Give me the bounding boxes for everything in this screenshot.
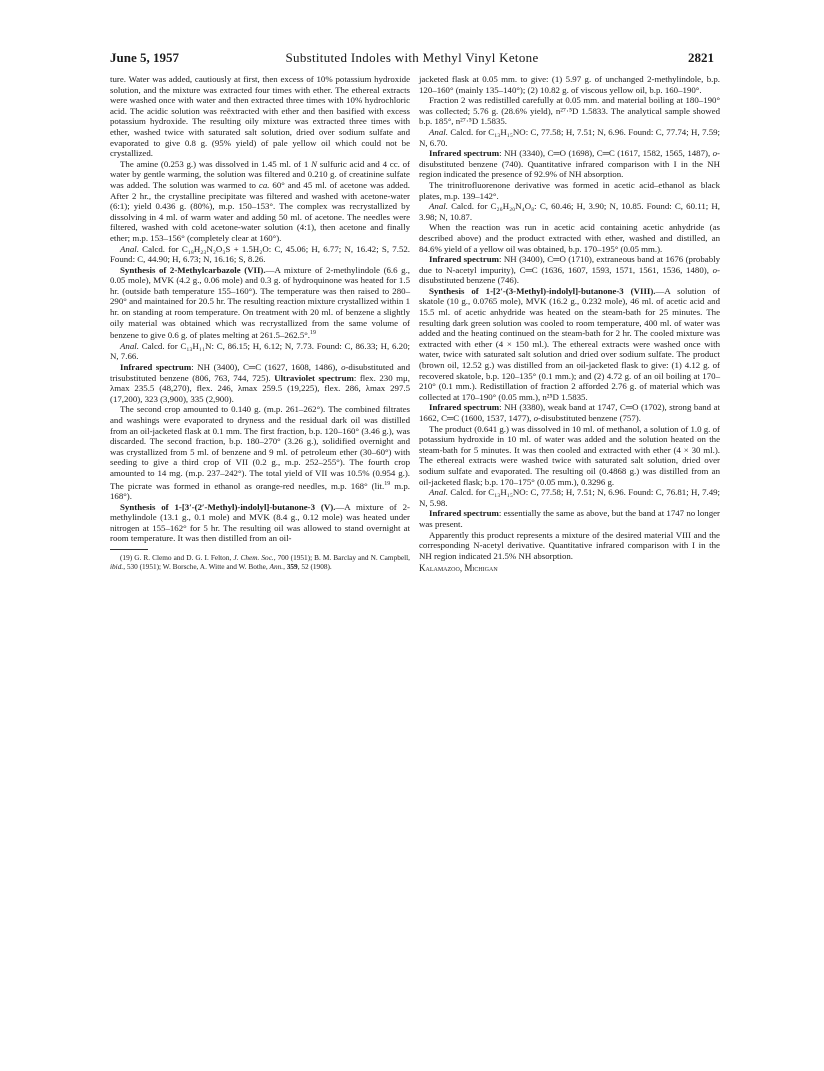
text-run: —A solution of skatole (10 g., 0.0765 mole), MVK (16.2 g., 0.232 mole), 46 ml. of acetic acid and 15.5 ml. of acetic anhydride was heated on the steam-bath for 25 minutes. The resulting dark green solution was cooled to room temperature, 400 ml. of water was added and the heating continued on the steam-bath for 2 hr. The cooled mixture was extracted with ether (4 × 150 ml.). The ethereal extracts were washed once with water, twice with saturated salt solution and dried over sodium sulfate. The product (brown oil, 12.52 g.) was distilled from an oil-jacketed flask to give: (1) 4.12 g. of recovered skatole, b.p. 120–135° (0.1 mm.); and (2) 4.72 g. of an oil boiling at 170–210° (0.1 mm.). Redistillation of fraction 2 afforded 2.76 g. of material which was collected at 170–190° (0.05 mm.), n²⁵D 1.5835.	[419, 285, 720, 402]
paragraph	[110, 341, 410, 362]
page-number: 2821	[688, 50, 714, 65]
footnote-rule	[110, 549, 148, 550]
running-header	[110, 50, 714, 68]
paragraph	[419, 201, 720, 222]
text-run: -disubstituted benzene (757).	[538, 413, 641, 423]
text-run: Synthesis of 1-[3′-(2′-Methyl)-indolyl]-butanone-3 (V).	[120, 501, 336, 512]
text-run: N	[311, 158, 317, 169]
text-run: : NH (3400), C═C (1627, 1608, 1486),	[191, 361, 342, 372]
text-run: -disubstituted benzene (746).	[419, 264, 720, 286]
paragraph	[419, 222, 720, 254]
text-run: , 700 (1951); B. M. Barclay and N. Campbell,	[273, 553, 410, 562]
paragraph	[110, 74, 410, 159]
right-column-body	[419, 74, 720, 561]
text-run: The amine (0.253 g.) was dissolved in 1.45 ml. of 1	[120, 158, 312, 169]
text-run: Infrared spectrum	[429, 254, 500, 265]
text-run: Ann.	[269, 562, 284, 571]
paragraph	[110, 404, 410, 501]
paragraph	[419, 74, 720, 95]
paragraph	[419, 487, 720, 508]
location-line: Kalamazoo, Michigan	[419, 563, 498, 574]
paragraph	[110, 244, 410, 265]
text-run: (19) G. R. Clemo and D. G. I. Felton,	[120, 553, 234, 562]
text-run: Calcd. for C₁₃H₁₅NO: C, 77.58; H, 7.51; N, 6.96. Found: C, 76.81; H, 7.49; N, 5.98.	[419, 487, 720, 508]
paragraph	[419, 402, 720, 423]
footnote-text	[110, 553, 410, 571]
text-run: jacketed flask at 0.05 mm. to give: (1) 5.97 g. of unchanged 2-methylindole, b.p. 120–160° (mainly 135–140°); (2) 10.82 g. of viscous yellow oil, b.p. 160–190°.	[419, 74, 720, 95]
paragraph	[419, 286, 720, 403]
text-run: The product (0.641 g.) was dissolved in 10 ml. of methanol, a solution of 1.0 g. of potassium hydroxide in 10 ml. of water was added and the solution heated on the steam-bath for 5 minutes. It was then cooled and extracted with ether (4 × 30 ml.). The ethereal extracts were washed twice with saturated salt solution, dried over sodium sulfate and evaporated. The resulting oil (0.4868 g.) was distilled from an oil-jacketed flask; b.p. 170–175° (0.05 mm.), 0.3296 g.	[419, 423, 720, 487]
text-run: o	[341, 361, 346, 372]
text-run: Anal.	[120, 340, 139, 351]
text-run: The second crop amounted to 0.140 g. (m.p. 261–262°). The combined filtrates and washings were evaporated to dryness and the residual dark oil was distilled from an oil-jacketed flask at 0.1 mm. The first fraction, b.p. 120–160° (3.46 g.), was discarded. The second fraction, b.p. 180–270° (3.26 g.), solidified overnight and was crystallized from 5 ml. of benzene and 9 ml. of petroleum ether (30–60°) with seeding to give a third crop of VII (0.2 g., m.p. 252–255°). The fourth crop amounted to 14 mg. (m.p. 237–242°). The total yield of VII was 10.5% (0.954 g.). The picrate was formed in ethanol as orange-red needles, m.p. 168° (lit.	[110, 404, 410, 491]
paragraph	[419, 424, 720, 488]
text-run: When the reaction was run in acetic acid containing acetic anhydride (as described above) and the product extracted with ether, washed and distilled, an 84.6% yield of a yellow oil was obtained, b.p. 170–195° (0.05 mm.).	[419, 222, 720, 254]
text-run: Infrared spectrum	[429, 148, 500, 159]
text-run: —A mixture of 2-methylindole (6.6 g., 0.05 mole), MVK (4.2 g., 0.06 mole) and 0.3 g. of hydroquinone was heated for 1.5 hr. (outside bath temperature 155–160°). The temperature was then raised to 280–290° and maintained for 20.5 hr. The resulting reaction mixture crystallized within 1 hr. on standing at room temperature. On treatment with 20 ml. of benzene a slightly oily material was obtained which was recrystallized from the same volume of benzene to give 0.6 g. of plates melting at 261.5–262.5°.	[110, 264, 410, 341]
text-run: Apparently this product represents a mixture of the desired material VIII and the corresponding N-acetyl derivative. Quantitative infrared comparison with I in the NH region indicated 21.5% NH absorption.	[419, 529, 720, 561]
paragraph	[419, 530, 720, 562]
text-run: 19	[310, 330, 317, 337]
text-run: ,	[283, 562, 287, 571]
text-run: Anal.	[429, 487, 448, 498]
paragraph	[419, 95, 720, 127]
paragraph	[419, 127, 720, 148]
text-run: ca.	[258, 179, 270, 190]
text-run: Infrared spectrum	[429, 402, 500, 413]
text-run: o	[533, 413, 539, 423]
text-run: , 530 (1951); W. Borsche, A. Witte and W. Bothe,	[123, 562, 270, 571]
issue-date: June 5, 1957	[110, 50, 179, 65]
text-run: Anal.	[429, 201, 448, 212]
paragraph	[419, 180, 720, 201]
text-run: Ultraviolet spectrum	[274, 372, 354, 383]
text-run: , 52 (1908).	[297, 562, 332, 571]
text-run: : flex. 230 mμ, λmax 235.5 (48,270), flex. 246, λmax 259.5 (19,225), flex. 286, λmax 297.5 (17,200), 323 (3,900), 335 (2,900).	[110, 372, 410, 404]
paragraph	[110, 362, 410, 404]
text-run: 359	[286, 562, 298, 571]
text-run: Synthesis of 1-[2′-(3-Methyl)-indolyl]-butanone-3 (VIII).	[429, 285, 656, 296]
footnote	[110, 553, 410, 571]
text-run: o	[712, 264, 718, 275]
right-column	[419, 74, 720, 574]
text-run: : NH (3400), C═O (1710), extraneous band at 1676 (probably due to N-acetyl impurity), C═C (1636, 1607, 1593, 1571, 1561, 1536, 1480),	[419, 254, 720, 275]
paragraph	[110, 159, 410, 244]
text-run: 19	[384, 480, 391, 487]
text-run: Calcd. for C₁₈H₂₃N₂O₃S + 1.5H₂O: C, 45.06; H, 6.77; N, 16.42; S, 7.52. Found: C, 44.90; H, 6.73; N, 16.16; S, 8.26.	[110, 243, 410, 265]
text-run: Calcd. for C₁₃H₁₁N: C, 86.15; H, 6.12; N, 7.73. Found: C, 86.33; H, 6.20; N, 7.66.	[110, 340, 410, 362]
text-run: Synthesis of 2-Methylcarbazole (VII).	[120, 264, 266, 275]
text-run: -disubstituted benzene (740). Quantitative infrared comparison with I in the NH region indicated the presence of 92.9% of NH absorption.	[419, 148, 720, 180]
text-run: o	[712, 148, 718, 159]
text-run: : NH (3380), weak band at 1747, C═O (1702), strong band at 1662, C═C (1600, 1537, 1477),	[419, 402, 721, 423]
text-run: : essentially the same as above, but the band at 1747 no longer was present.	[419, 508, 720, 529]
text-run: Infrared spectrum	[120, 361, 192, 372]
text-run: Calcd. for C₂₆H₂₀N₄O₈: C, 60.46; H, 3.90; N, 10.85. Found: C, 60.11; H, 3.98; N, 10.87.	[419, 201, 720, 222]
paragraph	[110, 502, 410, 544]
left-column	[110, 74, 410, 571]
text-run: The trinitrofluorenone derivative was formed in acetic acid–ethanol as black plates, m.p. 139–142°.	[419, 179, 720, 201]
running-title: Substituted Indoles with Methyl Vinyl Ketone	[285, 50, 539, 65]
text-run: Anal.	[120, 243, 139, 254]
text-run: Anal.	[429, 126, 448, 137]
paragraph	[110, 265, 410, 341]
text-run: 60° and 45 ml. of acetone was added. After 2 hr., the crystalline precipitate was filtered and washed with acetone-water (6:1); yield 0.436 g. (80%), m.p. 150–153°. The complex was recrystallized by dissolving in 4 ml. of warm water and adding 50 ml. of acetone. The needles were filtered, washed with cold acetone-water solution (4:1), then acetone and finally ether; m.p. 153–156° (completely clear at 160°).	[110, 179, 410, 243]
text-run: ture. Water was added, cautiously at first, then excess of 10% potassium hydroxide solution, and the mixture was extracted four times with ether. The ethereal extracts were washed once with water and then extracted three times with 10% hydrochloric acid. The acidic solution was reëxtracted with ether and then basified with excess potassium hydroxide. The resulting oily mixture was extracted three times with ether, washed twice with saturated salt solution, dried over sodium sulfate and evaporated to give 0.8 g. (95% yield) of pale yellow oil which could not be crystallized.	[110, 74, 410, 159]
paragraph	[419, 254, 720, 286]
text-run: m.p. 168°).	[110, 480, 410, 502]
text-run: ibid.	[110, 562, 124, 571]
text-run: J. Chem. Soc.	[233, 553, 274, 562]
left-column-body	[110, 74, 410, 544]
text-run: Calcd. for C₁₃H₁₅NO: C, 77.58; H, 7.51; N, 6.96. Found: C, 77.74; H, 7.59; N, 6.70.	[419, 126, 720, 148]
text-run: sulfuric acid and 4 cc. of water by gentle warming, the solution was filtered and 0.210 g. of creatinine sulfate was added. The solution was warmed to	[110, 158, 410, 190]
text-run: Infrared spectrum	[429, 508, 499, 519]
paragraph	[419, 508, 720, 529]
text-run: —A mixture of 2-methylindole (13.1 g., 0.1 mole) and MVK (8.4 g., 0.12 mole) was heated under nitrogen at 155–162° for 5 hr. The resulting oil was allowed to stand overnight at room temperature. It was then distilled from an oil-	[110, 501, 410, 544]
paragraph	[419, 148, 720, 180]
text-run: -disubstituted and trisubstituted benzene (806, 763, 744, 725).	[110, 361, 410, 383]
text-run: Fraction 2 was redistilled carefully at 0.05 mm. and material boiling at 180–190° was collected; 5.76 g. (28.6% yield), n²⁷·⁵D 1.5833. The analytical sample showed b.p. 185°, n²⁷·⁵D 1.5835.	[419, 95, 720, 127]
text-run: : NH (3340), C═O (1698), C═C (1617, 1582, 1565, 1487),	[499, 148, 713, 159]
